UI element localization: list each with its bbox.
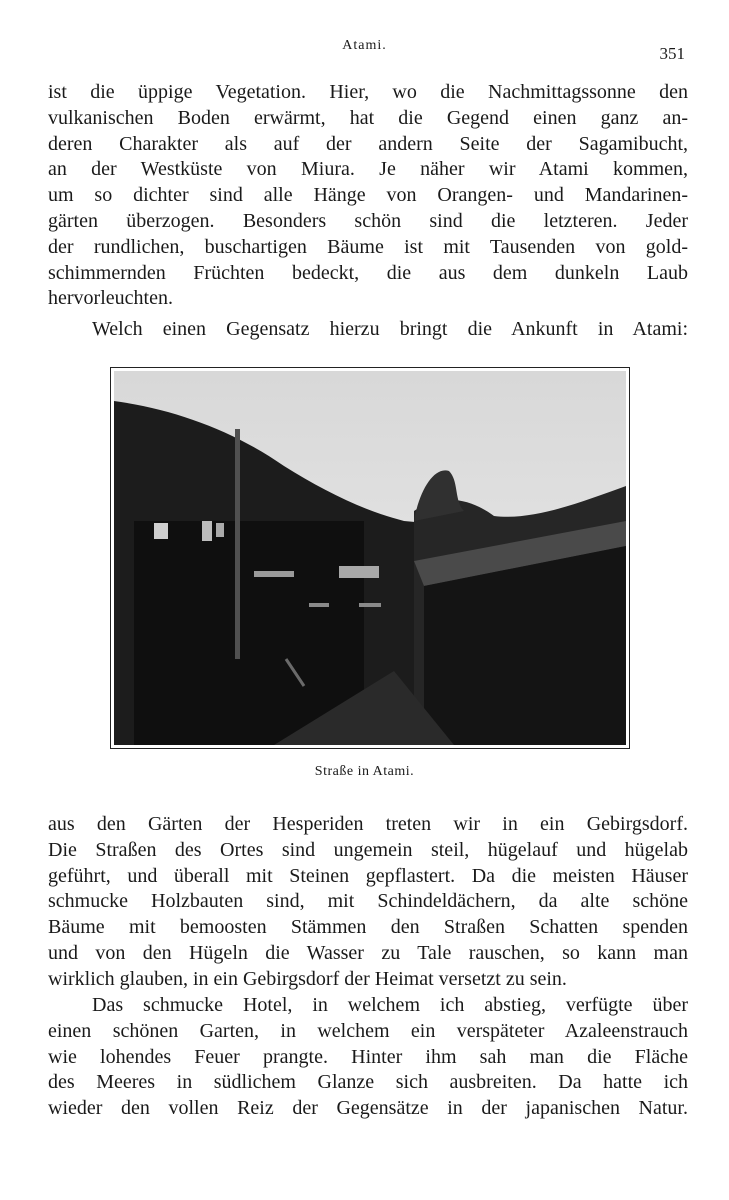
text-line: ist die üppige Vegetation. Hier, wo die Nachmittagssonne den	[48, 81, 688, 103]
text-line: gärten überzogen. Besonders schön sind die letzteren. Jeder	[48, 209, 688, 232]
paragraph-bottom	[48, 812, 688, 993]
photo-image	[114, 371, 626, 745]
text-line: aus den Gärten der Hesperiden treten wir in ein Gebirgsdorf.	[48, 813, 688, 835]
text-line: wirklich glauben, in ein Gebirgsdorf der Heimat versetzt zu sein.	[48, 967, 567, 990]
text-line: des Meeres in südlichem Glanze sich ausbreiten. Da hatte ich	[48, 1071, 688, 1094]
photograph-street-in-atami	[110, 367, 630, 749]
text-line: Die Straßen des Ortes sind ungemein steil, hügelauf und hügelab	[48, 838, 688, 861]
text-line: schmucke Holzbauten sind, mit Schindeldächern, da alte schöne	[48, 890, 688, 913]
page-number: 351	[659, 44, 685, 63]
text-line: wie lohendes Feuer prangte. Hinter ihm sah man die Fläche	[48, 1045, 688, 1068]
paragraph-last	[48, 993, 688, 1122]
text-line: um so dichter sind alle Hänge von Orangen- und Mandarinen-	[48, 184, 688, 207]
paragraph-intro	[48, 317, 688, 343]
text-line: wieder den vollen Reiz der Gegensätze in der japanischen Natur.	[48, 1097, 688, 1120]
text-line: vulkanischen Boden erwärmt, hat die Gegend einen ganz an-	[48, 106, 688, 129]
text-line: Bäume mit bemoosten Stämmen den Straßen Schatten spenden	[48, 916, 688, 939]
text-line: der rundlichen, buschartigen Bäume ist mit Tausenden von gold-	[48, 235, 688, 258]
text-line: deren Charakter als auf der andern Seite der Sagamibucht,	[48, 132, 688, 155]
running-header: Atami.	[342, 38, 387, 53]
text-line: Das schmucke Hotel, in welchem ich abstieg, verfügte über	[92, 994, 688, 1016]
text-line: Welch einen Gegensatz hierzu bringt die Ankunft in Atami:	[92, 318, 688, 340]
paragraph-top	[48, 80, 688, 312]
text-line: und von den Hügeln die Wasser zu Tale rauschen, so kann man	[48, 941, 688, 964]
figure-caption: Straße in Atami.	[314, 764, 415, 779]
text-line: schimmernden Früchten bedeckt, die aus dem dunkeln Laub	[48, 261, 688, 284]
text-line: hervorleuchten.	[48, 287, 173, 310]
text-line: geführt, und überall mit Steinen gepflastert. Da die meisten Häuser	[48, 864, 688, 887]
text-line: an der Westküste von Miura. Je näher wir Atami kommen,	[48, 158, 688, 181]
text-line: einen schönen Garten, in welchem ein verspäteter Azaleenstrauch	[48, 1019, 688, 1042]
